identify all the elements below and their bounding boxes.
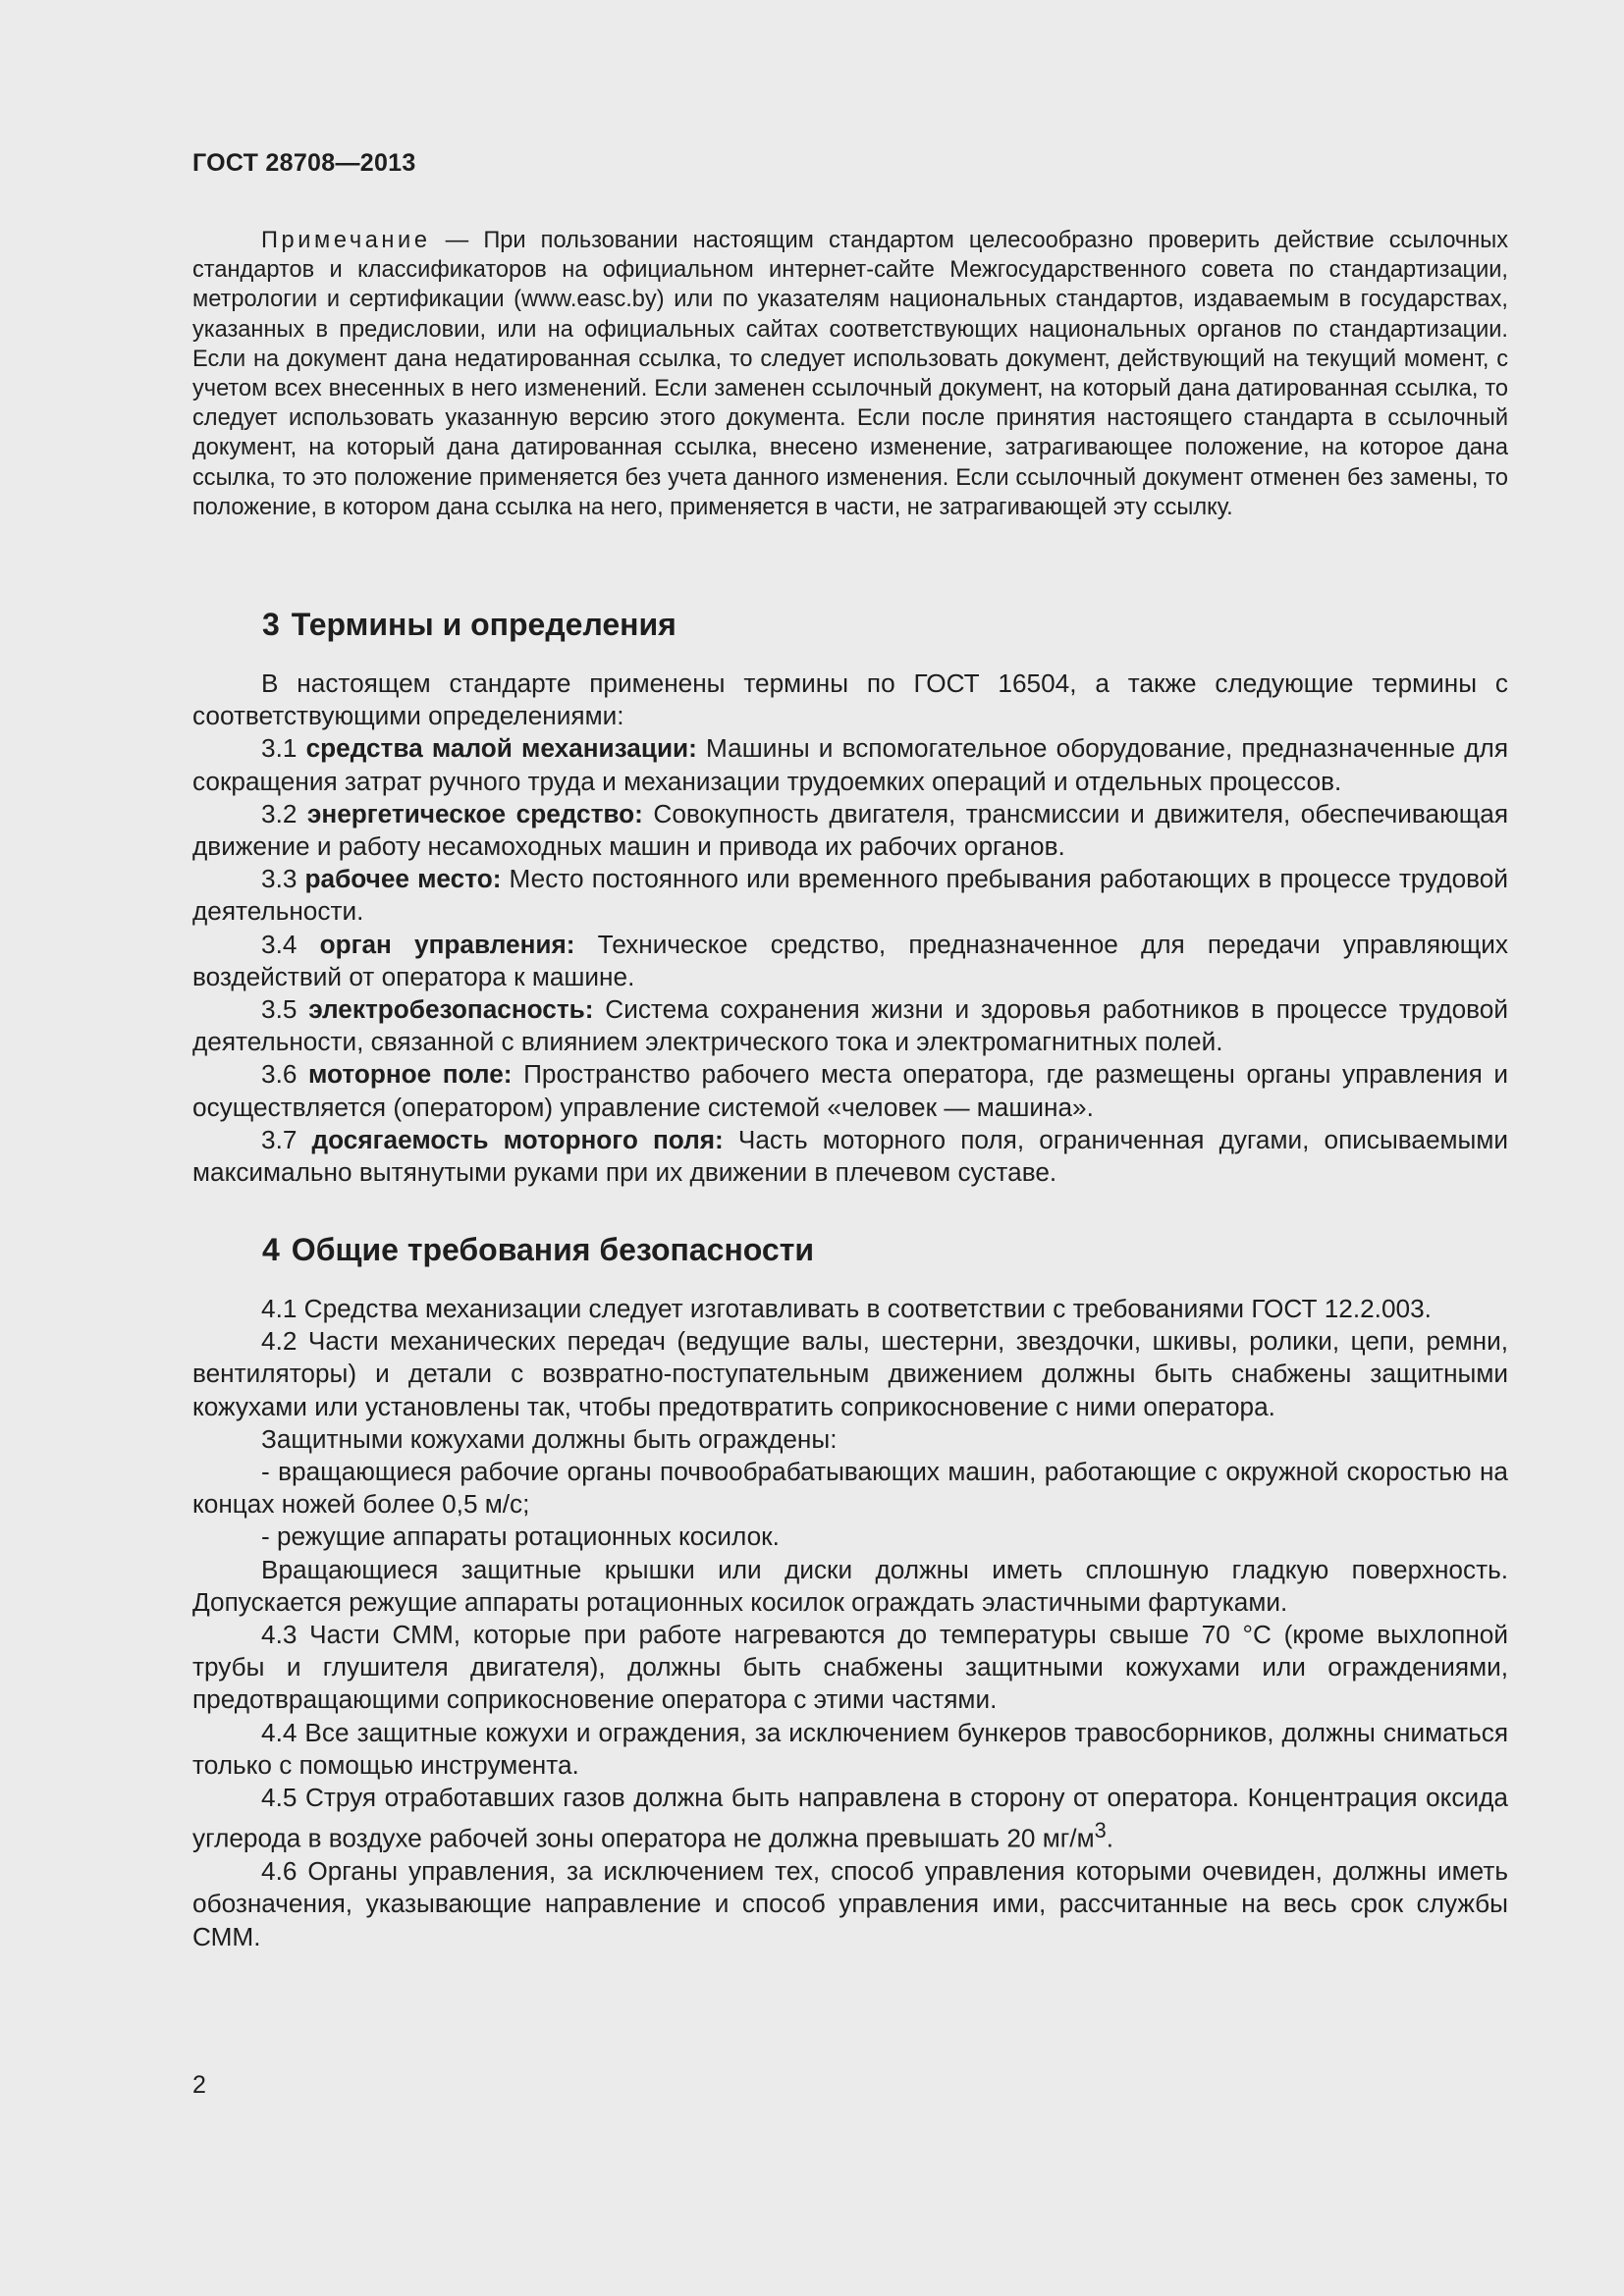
term-definition: Машины и вспомогательное оборудование, предназначенные для сокращения затрат ручного труда и механизации трудоемких операций и отдельных процессов. xyxy=(192,733,1509,796)
term-name: моторное поле: xyxy=(307,1059,513,1090)
term-definition: Часть моторного поля, ограниченная дугами, описываемыми максимально вытянутыми руками при их движении в плечевом суставе. xyxy=(192,1124,1509,1188)
guards-intro: Защитными кожухами должны быть ограждены: xyxy=(261,1423,838,1454)
term-3-5 xyxy=(192,993,1508,1058)
page-number: 2 xyxy=(192,2071,206,2099)
term-definition: Совокупность двигателя, трансмиссии и движителя, обеспечивающая движение и работу несамоходных машин и привода их рабочих органов. xyxy=(192,798,1508,862)
document-code-header: ГОСТ 28708—2013 xyxy=(192,149,416,177)
note-text: — При пользовании настоящим стандартом целесообразно проверить действие ссылочных стандартов и классификаторов на официальном интернет-сайте Межгосударственного совета по стандартизации, метрологии и сертификации (www.easc.by) или по указателям национальных стандартов, издаваемым в государствах, указанных в предисловии, или на официальных сайтах соответствующих национальных органов по стандартизации. Если на документ дана недатированная ссылка, то следует использовать документ, действующий на текущий момент, с учетом всех внесенных в него изменений. Если заменен ссылочный документ, на который дана датированная ссылка, то следует использовать указанную версию этого документа. Если после принятия настоящего стандарта в ссылочный документ, на который дана датированная ссылка, внесено изменение, затрагивающее положение, на которое дана ссылка, то это положение применяется без учета данного изменения. Если ссылочный документ отменен без замены, то положение, в котором дана ссылка на него, применяется в части, не затрагивающей эту ссылку. xyxy=(192,228,1508,520)
term-3-7 xyxy=(192,1124,1508,1189)
term-3-4 xyxy=(192,929,1508,993)
term-3-6 xyxy=(192,1058,1508,1123)
term-definition: Пространство рабочего места оператора, где размещены органы управления и осуществляется (оператором) управление системой «человек — машина». xyxy=(192,1059,1508,1122)
clause-4-5-end: . xyxy=(1106,1823,1113,1853)
term-number: 3.2 xyxy=(261,798,298,828)
term-name: средства малой механизации: xyxy=(305,733,697,764)
guards-item-1: - вращающиеся рабочие органы почвообрабатывающих машин, работающие с окружной скоростью на концах ножей более 0,5 м/с; xyxy=(192,1457,1508,1520)
clause-4-1: 4.1 Средства механизации следует изготавливать в соответствии с требованиями ГОСТ 12.2.003. xyxy=(261,1294,1432,1323)
guards-item-2: - режущие аппараты ротационных косилок. xyxy=(261,1522,780,1552)
section-3-body xyxy=(192,667,1508,1189)
term-3-2 xyxy=(192,798,1508,863)
section-4-body xyxy=(192,1293,1508,1953)
term-definition: Система сохранения жизни и здоровья работников в процессе трудовой деятельности, связанной с влиянием электрического тока и электромагнитных полей. xyxy=(192,994,1508,1057)
clause-4-4: 4.4 Все защитные кожухи и ограждения, за исключением бункеров травосборников, должны сниматься только с помощью инструмента. xyxy=(192,1717,1508,1780)
section-4-title: Общие требования безопасности xyxy=(291,1232,815,1267)
guards-after: Вращающиеся защитные крышки или диски должны иметь сплошную гладкую поверхность. Допускается режущие аппараты ротационных косилок ограждать эластичными фартуками. xyxy=(192,1554,1508,1617)
section-4-heading xyxy=(262,1232,814,1268)
section-4-number: 4 xyxy=(262,1232,280,1267)
term-number: 3.6 xyxy=(261,1059,298,1090)
term-name: рабочее место: xyxy=(304,864,502,894)
clause-4-6: 4.6 Органы управления, за исключением тех, способ управления которыми очевиден, должны иметь обозначения, указывающие направление и способ управления ими, рассчитанные на весь срок службы СММ. xyxy=(192,1856,1508,1951)
term-number: 3.3 xyxy=(261,864,298,894)
note-paragraph xyxy=(192,226,1508,522)
term-definition: Техническое средство, предназначенное для передачи управляющих воздействий от оператора к машине. xyxy=(192,929,1508,991)
term-number: 3.7 xyxy=(261,1124,298,1154)
section-3-intro: В настоящем стандарте применены термины по ГОСТ 16504, а также следующие термины с соответствующими определениями: xyxy=(192,668,1508,731)
clause-4-3: 4.3 Части СММ, которые при работе нагреваются до температуры свыше 70 °С (кроме выхлопной трубы и глушителя двигателя), должны быть снабжены защитными кожухами или ограждениями, предотвращающими соприкосновение оператора с этими частями. xyxy=(192,1620,1508,1715)
term-3-1 xyxy=(192,732,1508,797)
term-name: орган управления: xyxy=(319,929,575,959)
section-3-heading xyxy=(262,607,677,643)
term-3-3 xyxy=(192,863,1508,928)
clause-4-5 xyxy=(192,1782,1508,1855)
term-name: досягаемость моторного поля: xyxy=(311,1124,724,1154)
term-number: 3.1 xyxy=(261,733,298,764)
term-number: 3.5 xyxy=(261,994,298,1025)
term-definition: Место постоянного или временного пребывания работающих в процессе трудовой деятельности. xyxy=(192,864,1508,927)
clause-4-2: 4.2 Части механических передач (ведущие валы, шестерни, звездочки, шкивы, ролики, цепи, ремни, вентиляторы) и детали с возвратно-поступательным движением должны быть снабжены защитными кожухами или установлены так, чтобы предотвратить соприкосновение с ними оператора. xyxy=(192,1326,1508,1421)
section-3-number: 3 xyxy=(262,607,280,642)
clause-4-5-text: 4.5 Струя отработавших газов должна быть направлена в сторону от оператора. Концентрация оксида углерода в воздухе рабочей зоны оператора не должна превышать 20 мг/м xyxy=(192,1783,1508,1853)
section-3-title: Термины и определения xyxy=(291,607,677,642)
term-number: 3.4 xyxy=(261,929,298,959)
note-label: Примечание xyxy=(261,228,431,253)
superscript-3: 3 xyxy=(1094,1818,1107,1843)
term-name: электробезопасность: xyxy=(308,994,594,1025)
term-name: энергетическое средство: xyxy=(306,798,643,828)
